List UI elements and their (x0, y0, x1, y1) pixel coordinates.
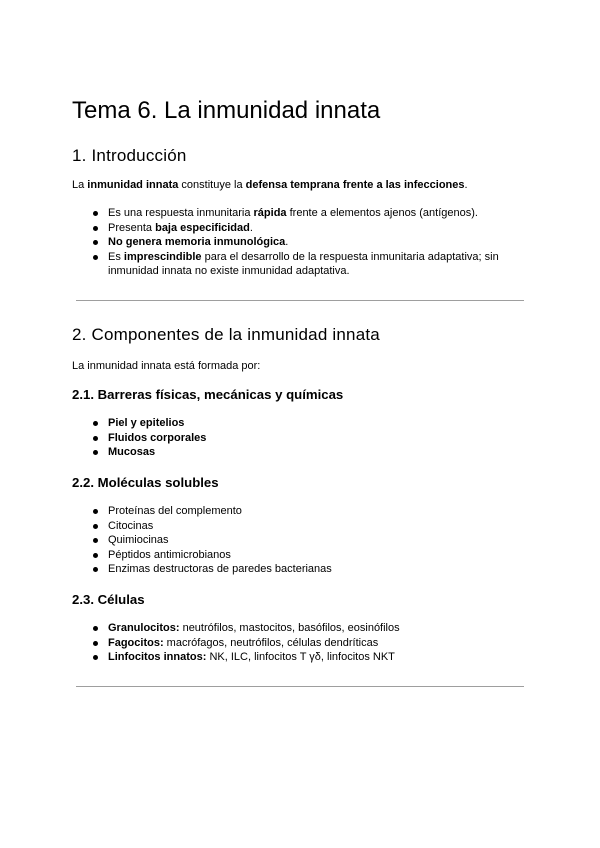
section-heading-componentes: 2. Componentes de la inmunidad innata (72, 325, 380, 344)
barreras-list (90, 416, 530, 460)
text-run: La (72, 179, 88, 191)
components-intro-paragraph: La inmunidad innata está formada por: (72, 360, 261, 372)
list-item: Granulocitos: neutrófilos, mastocitos, basófilos, eosinófilos (90, 621, 530, 636)
list-item: Piel y epitelios (90, 416, 530, 431)
list-item: Fagocitos: macrófagos, neutrófilos, células dendríticas (90, 636, 530, 651)
list-item: Citocinas (90, 519, 530, 534)
list-item: Quimiocinas (90, 533, 530, 548)
bold-run: inmunidad innata (87, 179, 179, 191)
list-item: Enzimas destructoras de paredes bacterianas (90, 562, 530, 577)
list-item: Linfocitos innatos: NK, ILC, linfocitos T γδ, linfocitos NKT (90, 650, 530, 665)
list-item: Mucosas (90, 445, 530, 460)
list-item: Proteínas del complemento (90, 504, 530, 519)
bold-run: defensa temprana frente a las infecciones (245, 179, 465, 191)
intro-bullet-list (90, 206, 530, 279)
list-item: Es una respuesta inmunitaria rápida frente a elementos ajenos (antígenos). (90, 206, 530, 221)
section-heading-introduccion: 1. Introducción (72, 146, 187, 165)
list-item: No genera memoria inmunológica. (90, 235, 530, 250)
list-item: Presenta baja especificidad. (90, 221, 530, 236)
list-item: Péptidos antimicrobianos (90, 548, 530, 563)
subsection-heading-barreras: 2.1. Barreras físicas, mecánicas y químicas (72, 387, 344, 402)
page-title: Tema 6. La inmunidad innata (72, 97, 381, 124)
text-run: constituye la (178, 179, 246, 191)
subsection-heading-moleculas: 2.2. Moléculas solubles (72, 475, 219, 490)
section-divider (76, 300, 524, 301)
celulas-list (90, 621, 530, 665)
list-item: Fluidos corporales (90, 431, 530, 446)
intro-paragraph (72, 178, 468, 193)
section-divider (76, 686, 524, 687)
text-run: . (464, 179, 468, 191)
subsection-heading-celulas: 2.3. Células (72, 592, 145, 607)
moleculas-list (90, 504, 530, 577)
list-item: Es imprescindible para el desarrollo de la respuesta inmunitaria adaptativa; sin inmunidad innata no existe inmunidad adaptativa. (90, 250, 530, 279)
